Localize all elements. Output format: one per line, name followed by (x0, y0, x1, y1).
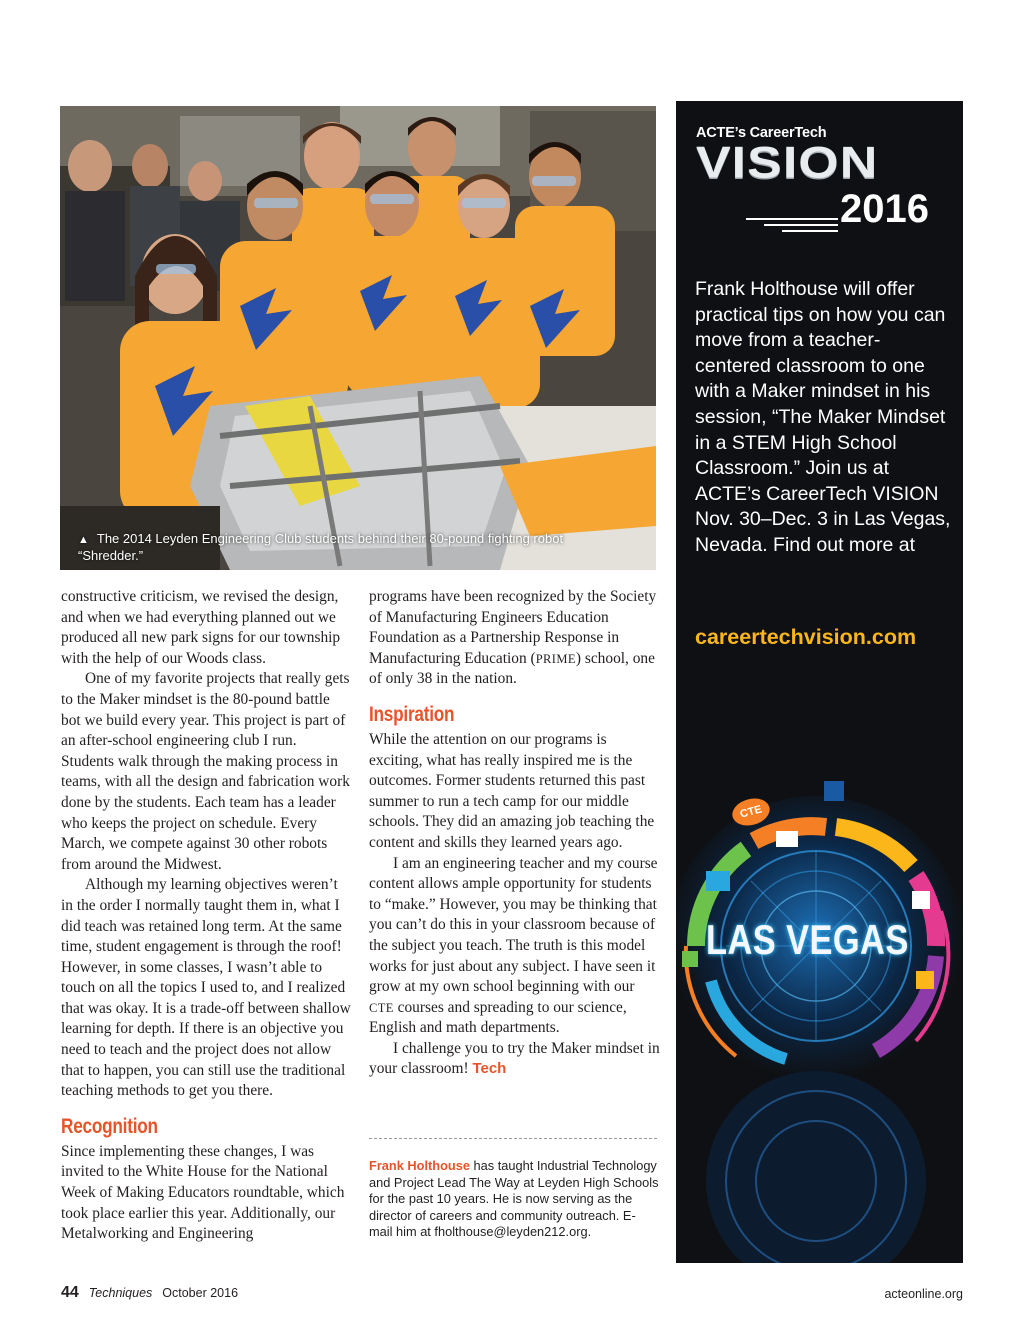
ad-year: 2016 (840, 187, 929, 231)
footer-website[interactable]: acteonline.org (884, 1287, 963, 1301)
ad-title: VISION (696, 137, 879, 188)
article-column-1 (61, 587, 353, 1245)
article-photo (60, 106, 656, 570)
paragraph: One of my favorite projects that really gets to the Maker mindset is the 80-pound battle bot we build every year. This project is part of an after-school engineering club I run. Students walk through the making process in teams, with all the design and fabrication work done by the students. Each team has a leader who keeps the project on schedule. Every March, we compete against 30 other robots from around the Midwest. (61, 670, 350, 873)
article-column-2 (369, 587, 661, 1080)
paragraph: Since implementing these changes, I was invited to the White House for the National Week of Making Educators roundtable, which took place earlier this year. Additionally, our Metalworking and Engineering (61, 1142, 345, 1243)
photo-caption-text: The 2014 Leyden Engineering Club students behind their 80-pound fighting robot “Shredder.” (78, 531, 564, 563)
cte-badge: CTE (729, 795, 772, 830)
section-heading-recognition: Recognition (61, 1114, 158, 1138)
paragraph: While the attention on our programs is exciting, what has really inspired me is the outcomes. Former students returned this past summer to run a tech camp for our middle schools. They did an amazing job teaching the content and skills they learned years ago. (369, 730, 655, 851)
author-name: Frank Holthouse (369, 1158, 470, 1173)
speed-lines-icon (746, 213, 838, 237)
photo-illustration (60, 106, 656, 570)
ad-link[interactable]: careertechvision.com (695, 625, 917, 649)
ad-city: LAS VEGAS (706, 916, 909, 963)
section-heading-inspiration: Inspiration (369, 702, 455, 726)
end-mark: Tech (472, 1060, 507, 1078)
paragraph: I challenge you to try the Maker mindset in your classroom! Tech (369, 1039, 660, 1078)
author-bio (369, 1158, 659, 1241)
caption-triangle-icon: ▲ (78, 534, 89, 546)
paragraph: programs have been recognized by the Society of Manufacturing Engineers Education Foundation as a Partnership Response in Manufacturing Education (PRIME) school, one of only 38 in the nation. (369, 588, 657, 688)
ad-brand: ACTE’s CareerTech (696, 125, 827, 141)
issue-date: October 2016 (162, 1286, 239, 1300)
page-footer (61, 1284, 238, 1302)
abbreviation-cte: CTE (369, 1000, 394, 1015)
event-advertisement (676, 101, 963, 1263)
ad-body: Frank Holthouse will offer practical tips on how you can move from a teacher-centered classroom to one with a Maker mindset in his session, “The Maker Mindset in a STEM High School Classroom.” Join us at ACTE’s CareerTech VISION Nov. 30–Dec. 3 in Las Vegas, Nevada. Find out more at (695, 278, 951, 556)
bio-divider (369, 1138, 657, 1139)
paragraph: I am an engineering teacher and my course content allows ample opportunity for students to “make.” However, you may be thinking that you can’t do this in your classroom because of the subject you teach. The truth is this model works for just about any subject. I have seen it grow at my own school beginning with our CTE courses and spreading to our science, English and math departments. (369, 854, 658, 1037)
photo-caption (78, 531, 626, 564)
page-number: 44 (61, 1284, 79, 1301)
author-bio-text: has taught Industrial Technology and Project Lead The Way at Leyden High Schools for the past 10 years. He is now serving as the director of careers and community outreach. E-mail him at fholthouse@leyden212.org. (369, 1158, 659, 1240)
abbreviation-prime: PRIME (535, 651, 576, 666)
paragraph: Although my learning objectives weren’t in the order I normally taught them in, what I did teach was retained long term. At the same time, student engagement is through the roof! However, in some classes, I wasn’t able to touch on all the topics I used to, and I realized that was okay. It is a trade-off between shallow learning for depth. If there is an objective you need to teach and the project does not allow that to happen, you can still use the traditional teaching methods to get you there. (61, 876, 351, 1100)
paragraph: constructive criticism, we revised the design, and when we had everything planned out we produced all new park signs for our township with the help of our Woods class. (61, 588, 341, 667)
las-vegas-graphic (676, 741, 963, 1263)
magazine-name: Techniques (88, 1286, 153, 1300)
